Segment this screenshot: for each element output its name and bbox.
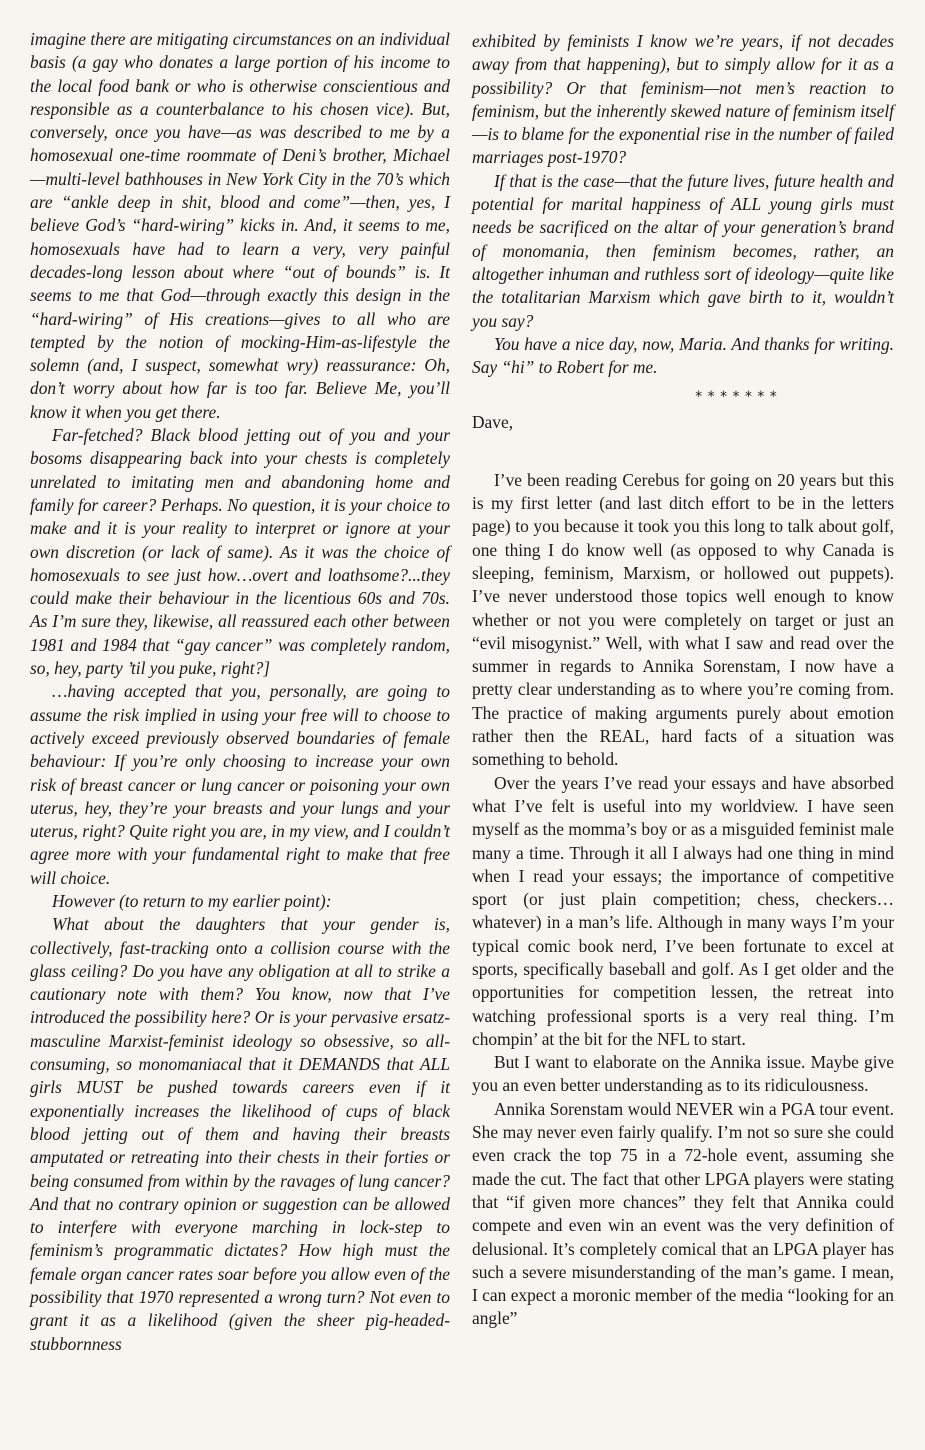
paragraph: If that is the case—that the future lives, future health and potential for marital happiness of ALL young girls must needs be sacrificed on the altar of your generation’s brand of monomania, then feminism becomes, rather, an altogether inhuman and ruthless sort of ideology—quite like the totalitarian Marxism which gave birth to it, wouldn’t you say? xyxy=(472,170,894,331)
letter-salutation: Dave, xyxy=(472,412,514,433)
paragraph: But I want to elaborate on the Annika issue. Maybe give you an even better understanding as to its ridiculousness. xyxy=(472,1052,894,1096)
paragraph: exhibited by feminists I know we’re years, if not decades away from that happening), but to simply allow for it as a possibility? Or that feminism—not men’s reaction to feminism, but the inherently skewed nature of feminism itself—is to blame for the exponential rise in the number of failed marriages post-1970? xyxy=(472,31,894,168)
paragraph: Over the years I’ve read your essays and have absorbed what I’ve felt is useful into my worldview. I have seen myself as the momma’s boy or as a misguided feminist male many a time. Through it all I always had one thing in mind when I read your essays; the importance of competitive sport (or just plain competition; chess, checkers… whatever) in a man’s life. Although in many ways I’m your typical comic book nerd, I’ve been fortunate to excel at sports, specifically baseball and golf. As I get older and the opportunities for competition lessen, the retreat into watching professional sports is a very real thing. I’m chompin’ at the bit for the NFL to start. xyxy=(472,772,894,1049)
paragraph: Far-fetched? Black blood jetting out of you and your bosoms disappearing back into your chests is completely unrelated to imitating men and abandoning home and family for career? Perhaps. No question, it is your choice to make and it is your reality to interpret or ignore at your own discretion (or lack of same). As it was the choice of homosexuals to see just how…overt and loathsome?...they could make their behaviour in the licentious 60s and 70s. As I’m sure they, likewise, all reassured each other between 1981 and 1984 that “gay cancer” was completely random, so, hey, party ’til you puke, right?] xyxy=(30,425,450,679)
paragraph: Annika Sorenstam would NEVER win a PGA tour event. She may never even fairly qualify. I’m not so sure she could even crack the top 75 in a 72-hole event, assuming she made the cut. The fact that other LPGA players were stating that “if given more chances” they felt that Annika could compete and even win an event was the very definition of delusional. It’s completely comical that an LPGA player has such a severe misunderstanding of the man’s game. I mean, I can expect a moronic member of the media “looking for an angle” xyxy=(472,1098,894,1329)
paragraph: imagine there are mitigating circumstances on an individual basis (a gay who donates a large portion of his income to the local food bank or who is otherwise conscientious and responsible as a counterbalance to his chosen vice). But, conversely, once you have—as was described to me by a homosexual one-time roommate of Deni’s brother, Michael—multi-level bathhouses in New York City in the 70’s which are “ankle deep in shit, blood and come”—then, yes, I believe God’s “hard-wiring” kicks in. And, it seems to me, homosexuals have had to learn a very, very painful decades-long lesson about where “out of bounds” is. It seems to me that God—through exactly this design in the “hard-wiring” of His creations—gives to all who are tempted by the notion of mocking-Him-as-lifestyle the solemn (and, I suspect, somewhat wry) reassurance: Oh, don’t worry about how far is too far. Believe Me, you’ll know it when you get there. xyxy=(30,29,450,422)
spacer xyxy=(472,435,894,469)
paragraph: You have a nice day, now, Maria. And thanks for writing. Say “hi” to Robert for me. xyxy=(472,333,894,378)
section-separator: ******* xyxy=(694,389,782,406)
left-column xyxy=(30,28,450,1356)
paragraph: However (to return to my earlier point): xyxy=(52,890,332,911)
paragraph: What about the daughters that your gender is, collectively, fast-tracking onto a collision course with the glass ceiling? Do you have any obligation at all to strike a cautionary note with them? You know, now that I’ve introduced the possibility here? Or is your pervasive ersatz-masculine Marxist-feminist ideology so obsessive, so all-consuming, so monomaniacal that it DEMANDS that ALL girls MUST be pushed towards careers even if it exponentially increases the likelihood of cups of black blood jetting out of them and having their breasts amputated or retreating into their chests in their forties or being consumed from within by the ravages of lung cancer? And that no contrary opinion or suggestion can be allowed to interfere with everyone marching in lock-step to feminism’s programmatic dictates? How high must the female organ cancer rates soar before you allow even of the possibility that 1970 represented a wrong turn? Not even to grant it as a likelihood (given the sheer pig-headed-stubbornness xyxy=(30,914,450,1354)
paragraph: …having accepted that you, personally, are going to assume the risk implied in using your free will to choose to actively exceed previously observed boundaries of female behaviour: If you’re only choosing to increase your own risk of breast cancer or lung cancer or poisoning your own uterus, hey, they’re your breasts and your lungs and your uterus, right? Quite right you are, in my view, and I couldn’t agree more with your fundamental right to make that free will choice. xyxy=(30,681,450,888)
right-column xyxy=(472,30,894,1331)
paragraph: I’ve been reading Cerebus for going on 20 years but this is my first letter (and last ditch effort to be in the letters page) to you because it took you this long to talk about golf, one thing I do know well (as opposed to why Canada is sleeping, feminism, Marxism, or hollowed out puppets). I’ve never understood those topics well enough to know whether or not you were completely on target or just an “evil misogynist.” Well, with what I saw and read over the summer in regards to Annika Sorenstam, I now have a pretty clear understanding as to where you’re coming from. The practice of making arguments purely about emotion rather then the REAL, hard facts of a situation was something to behold. xyxy=(472,469,894,770)
